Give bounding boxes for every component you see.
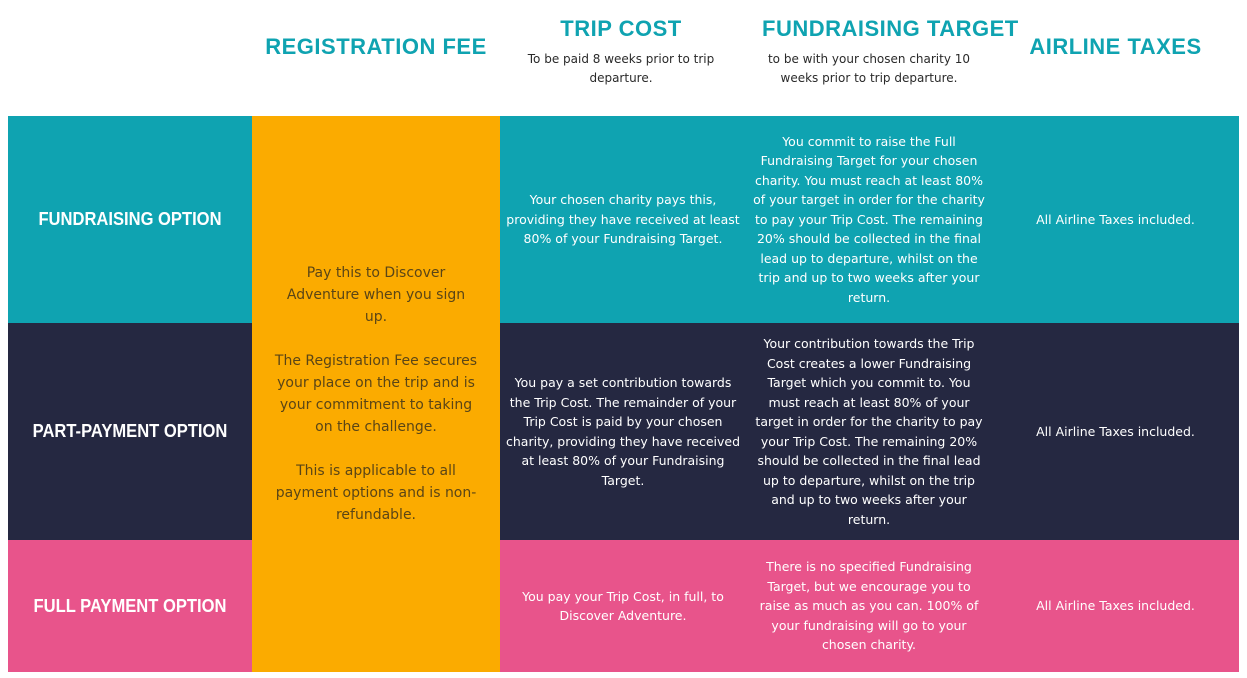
header-subtitle: to be with your chosen charity 10 weeks prior to trip departure. bbox=[767, 52, 971, 85]
header-title: AIRLINE TAXES bbox=[1029, 34, 1202, 59]
trip-cost-cell bbox=[500, 323, 746, 540]
options-table bbox=[8, 116, 1239, 672]
registration-fee-column bbox=[252, 116, 500, 672]
cell-text: All Airline Taxes included. bbox=[1036, 211, 1195, 227]
cell-text: All Airline Taxes included. bbox=[1036, 598, 1195, 614]
trip-cost-cell bbox=[500, 116, 746, 323]
header-title: FUNDRAISING TARGET bbox=[762, 16, 1019, 41]
header-fundraising-target bbox=[762, 16, 1019, 88]
fundraising-target-cell bbox=[746, 540, 992, 672]
row-label: FUNDRAISING OPTION bbox=[38, 209, 222, 229]
row-fundraising-option bbox=[8, 116, 1239, 323]
cell-text: You pay your Trip Cost, in full, to Discover Adventure. bbox=[522, 588, 724, 623]
header-registration-fee bbox=[252, 34, 500, 60]
cell-text: Your contribution towards the Trip Cost creates a lower Fundraising Target which you commit to. You must reach at least 80% of your target in order for the charity to pay your Trip Cost. The remaining 20% should be collected in the final lead up to departure, whilst on the trip and up to two weeks after your return. bbox=[755, 336, 983, 527]
cell-text: There is no specified Fundraising Target, but we encourage you to raise as much as you can. 100% of your fundraising will go to your chosen charity. bbox=[759, 559, 979, 653]
airline-taxes-cell bbox=[992, 323, 1239, 540]
fundraising-target-cell bbox=[746, 116, 992, 323]
header-subtitle: To be paid 8 weeks prior to trip departure. bbox=[527, 52, 715, 85]
cell-text: Your chosen charity pays this, providing they have received at least 80% of your Fundraising Target. bbox=[506, 192, 740, 247]
airline-taxes-cell bbox=[992, 540, 1239, 672]
row-part-payment-option bbox=[8, 323, 1239, 540]
fundraising-target-cell bbox=[746, 323, 992, 540]
header-airline-taxes bbox=[992, 34, 1239, 60]
cell-text: All Airline Taxes included. bbox=[1036, 423, 1195, 439]
trip-cost-cell bbox=[500, 540, 746, 672]
cell-text: You pay a set contribution towards the Trip Cost. The remainder of your Trip Cost is paid by your chosen charity, providing they have received at least 80% of your Fundraising Target. bbox=[506, 375, 741, 488]
airline-taxes-cell bbox=[992, 116, 1239, 323]
table-header bbox=[0, 0, 1247, 116]
header-title: REGISTRATION FEE bbox=[265, 34, 487, 59]
row-label: PART-PAYMENT OPTION bbox=[32, 421, 228, 441]
row-full-payment-option bbox=[8, 540, 1239, 672]
registration-fee-text: The Registration Fee secures your place on the trip and is your commitment to taking on the challenge. bbox=[274, 353, 478, 435]
registration-fee-text: Pay this to Discover Adventure when you sign up. bbox=[286, 265, 466, 325]
row-label: FULL PAYMENT OPTION bbox=[33, 595, 227, 616]
header-title: TRIP COST bbox=[560, 16, 682, 41]
registration-fee-text: This is applicable to all payment options and is non-refundable. bbox=[275, 463, 477, 523]
cell-text: You commit to raise the Full Fundraising Target for your chosen charity. You must reach at least 80% of your target in order for the charity to pay your Trip Cost. The remaining 20% should be collected in the final lead up to departure, whilst on the trip and up to two weeks after your return. bbox=[753, 133, 985, 305]
header-trip-cost bbox=[514, 16, 728, 88]
